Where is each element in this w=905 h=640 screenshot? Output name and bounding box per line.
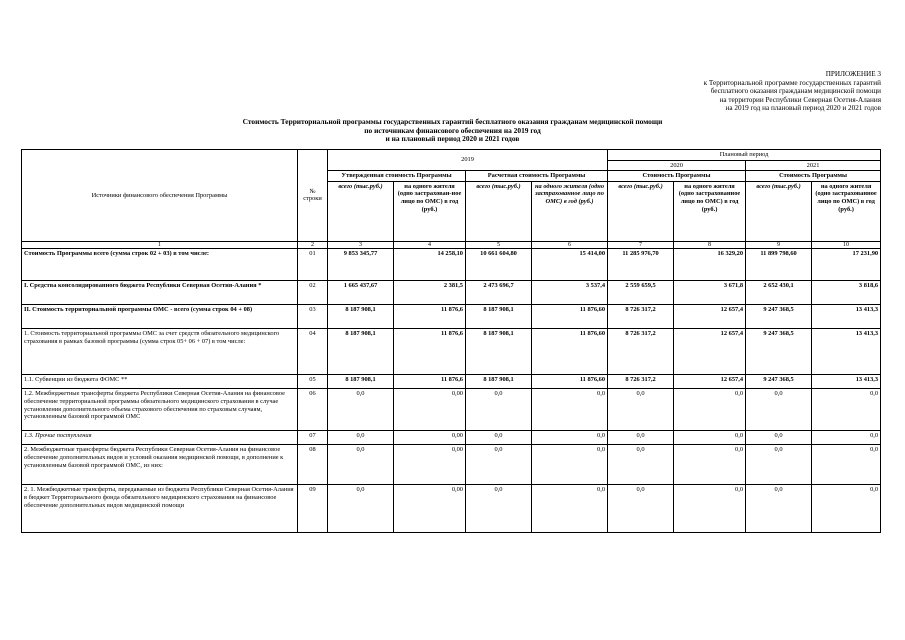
appendix-title: ПРИЛОЖЕНИЕ 3	[825, 70, 881, 78]
title-line: по источникам финансового обеспечения на 2019 год	[364, 125, 541, 135]
header-year-2020: 2020	[608, 160, 746, 171]
row-source: 1. Стоимость территориальной программы ОМС за счет средств обязательного медицинского страхования в рамках базовой программы (сумма строк 05+ 06 + 07) в том числе:	[22, 329, 298, 375]
column-number: 8	[674, 241, 746, 249]
row-value: 0,0	[328, 485, 394, 533]
row-value: 12 657,4	[674, 375, 746, 389]
header-planned-period: Плановый период	[608, 150, 881, 161]
row-source: 1.2. Межбюджетные трансферты бюджета Республики Северная Осетия-Алания на финансовое обеспечение территориальной программы обязательного медицинского страхования в случае установления дополнительного объема страхового обеспечения по страховым случаям, установленным базовой программой ОМС	[22, 389, 298, 431]
column-number: 1	[22, 241, 298, 249]
header-col-7: всего (тыс.руб.)	[608, 181, 674, 241]
appendix-line: на 2019 год на плановый период 2020 и 2021 годов	[725, 104, 881, 113]
row-value: 0,0	[466, 445, 532, 485]
row-value: 11 876,60	[532, 375, 608, 389]
title-line: Стоимость Территориальной программы государственных гарантий бесплатного оказания гражданам медицинской помощи	[242, 117, 663, 126]
row-source: Стоимость Программы всего (сумма строк 02 + 03) в том числе:	[22, 249, 298, 281]
header-sources: Источники финансового обеспечения Программы	[22, 150, 298, 242]
row-value: 8 726 317,2	[608, 305, 674, 329]
row-value: 8 187 908,1	[466, 305, 532, 329]
header-col-5: всего (тыс.руб.)	[466, 181, 532, 241]
header-row-number: № строки	[298, 150, 328, 242]
appendix-line: к Территориальной программе государственных гарантий	[703, 78, 881, 87]
row-value: 0,0	[466, 389, 532, 431]
row-source: I. Средства консолидированного бюджета Республики Северная Осетия-Алания *	[22, 281, 298, 305]
row-value: 8 187 908,1	[466, 329, 532, 375]
row-number: 03	[298, 305, 328, 329]
header-calculated-cost: Расчетная стоимость Программы	[466, 171, 608, 182]
header-approved-cost: Утвержденная стоимость Программы	[328, 171, 466, 182]
row-value: 0,0	[812, 445, 881, 485]
header-col-8: на одного жителя (одно застрахованное лицо по ОМС) в год (руб.)	[674, 181, 746, 241]
header-year-2021: 2021	[746, 160, 881, 171]
row-value: 9 247 368,5	[746, 329, 812, 375]
row-value: 0,0	[674, 431, 746, 445]
column-number: 6	[532, 241, 608, 249]
cost-table	[21, 149, 881, 533]
row-value: 16 329,20	[674, 249, 746, 281]
row-value: 3 671,8	[674, 281, 746, 305]
column-number-row	[22, 241, 881, 249]
row-value: 0,0	[608, 431, 674, 445]
row-value: 11 899 798,60	[746, 249, 812, 281]
row-value: 15 414,00	[532, 249, 608, 281]
row-value: 10 661 604,80	[466, 249, 532, 281]
header-col-3: всего (тыс.руб.)	[328, 181, 394, 241]
row-value: 12 657,4	[674, 305, 746, 329]
row-value: 1 665 437,67	[328, 281, 394, 305]
appendix-block	[704, 70, 881, 113]
row-value: 11 876,6	[394, 375, 466, 389]
document-title	[0, 118, 905, 144]
row-value: 0,0	[812, 485, 881, 533]
row-source: II. Стоимость территориальной программы ОМС - всего (сумма строк 04 + 08)	[22, 305, 298, 329]
row-value: 0,0	[608, 485, 674, 533]
row-value: 0,0	[812, 389, 881, 431]
table-row	[22, 485, 881, 533]
header-cost-2020: Стоимость Программы	[608, 171, 746, 182]
column-number: 5	[466, 241, 532, 249]
row-value: 8 187 908,1	[466, 375, 532, 389]
row-source: 2. Межбюджетные трансферты бюджета Республики Северная Осетия-Алания на финансовое обеспечение дополнительных видов и условий оказания медицинской помощи, в дополнение к установленным базовой программой ОМС, из них:	[22, 445, 298, 485]
row-number: 06	[298, 389, 328, 431]
row-value: 13 413,3	[812, 329, 881, 375]
column-number: 2	[298, 241, 328, 249]
row-value: 3 537,4	[532, 281, 608, 305]
row-source: 1.3. Прочие поступления	[22, 431, 298, 445]
row-value: 0,0	[746, 445, 812, 485]
table-row	[22, 249, 881, 281]
row-source: 1.1. Субвенции из бюджета ФОМС **	[22, 375, 298, 389]
row-value: 17 231,90	[812, 249, 881, 281]
table-row	[22, 329, 881, 375]
row-source: 2. 1. Межбюджетные трансферты, передаваемые из бюджета Республики Северная Осетия-Алания в бюджет Территориального фонда обязательного медицинского страхования на финансовое обеспечение дополнительных видов медицинской помощи	[22, 485, 298, 533]
column-number: 9	[746, 241, 812, 249]
row-value: 0,0	[328, 389, 394, 431]
column-number: 3	[328, 241, 394, 249]
row-value: 0,0	[746, 485, 812, 533]
header-col-9: всего (тыс.руб.)	[746, 181, 812, 241]
row-value: 2 559 659,5	[608, 281, 674, 305]
row-value: 0,0	[466, 485, 532, 533]
row-number: 02	[298, 281, 328, 305]
row-value: 9 247 368,5	[746, 305, 812, 329]
row-value: 0,00	[394, 445, 466, 485]
row-value: 9 247 368,5	[746, 375, 812, 389]
row-value: 0,00	[394, 389, 466, 431]
row-number: 07	[298, 431, 328, 445]
row-value: 0,0	[608, 389, 674, 431]
title-line: и на плановый период 2020 и 2021 годов	[385, 134, 520, 144]
row-value: 0,0	[532, 445, 608, 485]
row-value: 0,0	[674, 445, 746, 485]
table-row	[22, 375, 881, 389]
row-value: 11 876,60	[532, 329, 608, 375]
header-col-6: на одного жителя (одно застрахованное лицо по ОМС) в год (руб.)	[532, 181, 608, 241]
row-value: 8 187 908,1	[328, 329, 394, 375]
row-value: 0,0	[532, 431, 608, 445]
row-value: 14 258,10	[394, 249, 466, 281]
row-value: 13 413,3	[812, 305, 881, 329]
table-row	[22, 445, 881, 485]
row-value: 8 187 908,1	[328, 305, 394, 329]
row-value: 8 187 908,1	[328, 375, 394, 389]
row-value: 11 876,6	[394, 329, 466, 375]
table-row	[22, 305, 881, 329]
row-value: 9 853 345,77	[328, 249, 394, 281]
row-value: 11 876,6	[394, 305, 466, 329]
row-value: 0,0	[674, 389, 746, 431]
row-value: 2 652 430,1	[746, 281, 812, 305]
row-value: 0,0	[812, 431, 881, 445]
row-value: 0,0	[746, 431, 812, 445]
row-value: 0,0	[532, 389, 608, 431]
column-number: 4	[394, 241, 466, 249]
row-value: 0,0	[608, 445, 674, 485]
row-value: 0,0	[328, 445, 394, 485]
row-value: 0,0	[532, 485, 608, 533]
row-number: 05	[298, 375, 328, 389]
row-number: 04	[298, 329, 328, 375]
column-number: 7	[608, 241, 674, 249]
row-number: 09	[298, 485, 328, 533]
row-value: 13 413,3	[812, 375, 881, 389]
row-value: 11 876,60	[532, 305, 608, 329]
row-value: 0,00	[394, 431, 466, 445]
row-value: 3 818,6	[812, 281, 881, 305]
row-value: 0,0	[674, 485, 746, 533]
row-value: 0,0	[466, 431, 532, 445]
table-row	[22, 389, 881, 431]
table-row	[22, 431, 881, 445]
row-value: 8 726 317,2	[608, 329, 674, 375]
appendix-line: бесплатного оказания гражданам медицинской помощи	[710, 87, 881, 96]
row-value: 0,0	[746, 389, 812, 431]
row-number: 08	[298, 445, 328, 485]
table-body	[22, 249, 881, 533]
row-value: 0,0	[328, 431, 394, 445]
row-value: 12 657,4	[674, 329, 746, 375]
column-number: 10	[812, 241, 881, 249]
header-col-10: на одного жителя (одно застрахованное лицо по ОМС) в год (руб.)	[812, 181, 881, 241]
appendix-line: на территории Республики Северная Осетия-Алания	[719, 95, 881, 104]
row-number: 01	[298, 249, 328, 281]
row-value: 2 473 696,7	[466, 281, 532, 305]
row-value: 8 726 317,2	[608, 375, 674, 389]
row-value: 11 285 976,70	[608, 249, 674, 281]
header-cost-2021: Стоимость Программы	[746, 171, 881, 182]
header-year-2019: 2019	[328, 150, 608, 171]
row-value: 2 381,5	[394, 281, 466, 305]
header-col-4: на одного жителя (одно застрахован-ное лицо по ОМС) в год (руб.)	[394, 181, 466, 241]
row-value: 0,00	[394, 485, 466, 533]
table-row	[22, 281, 881, 305]
